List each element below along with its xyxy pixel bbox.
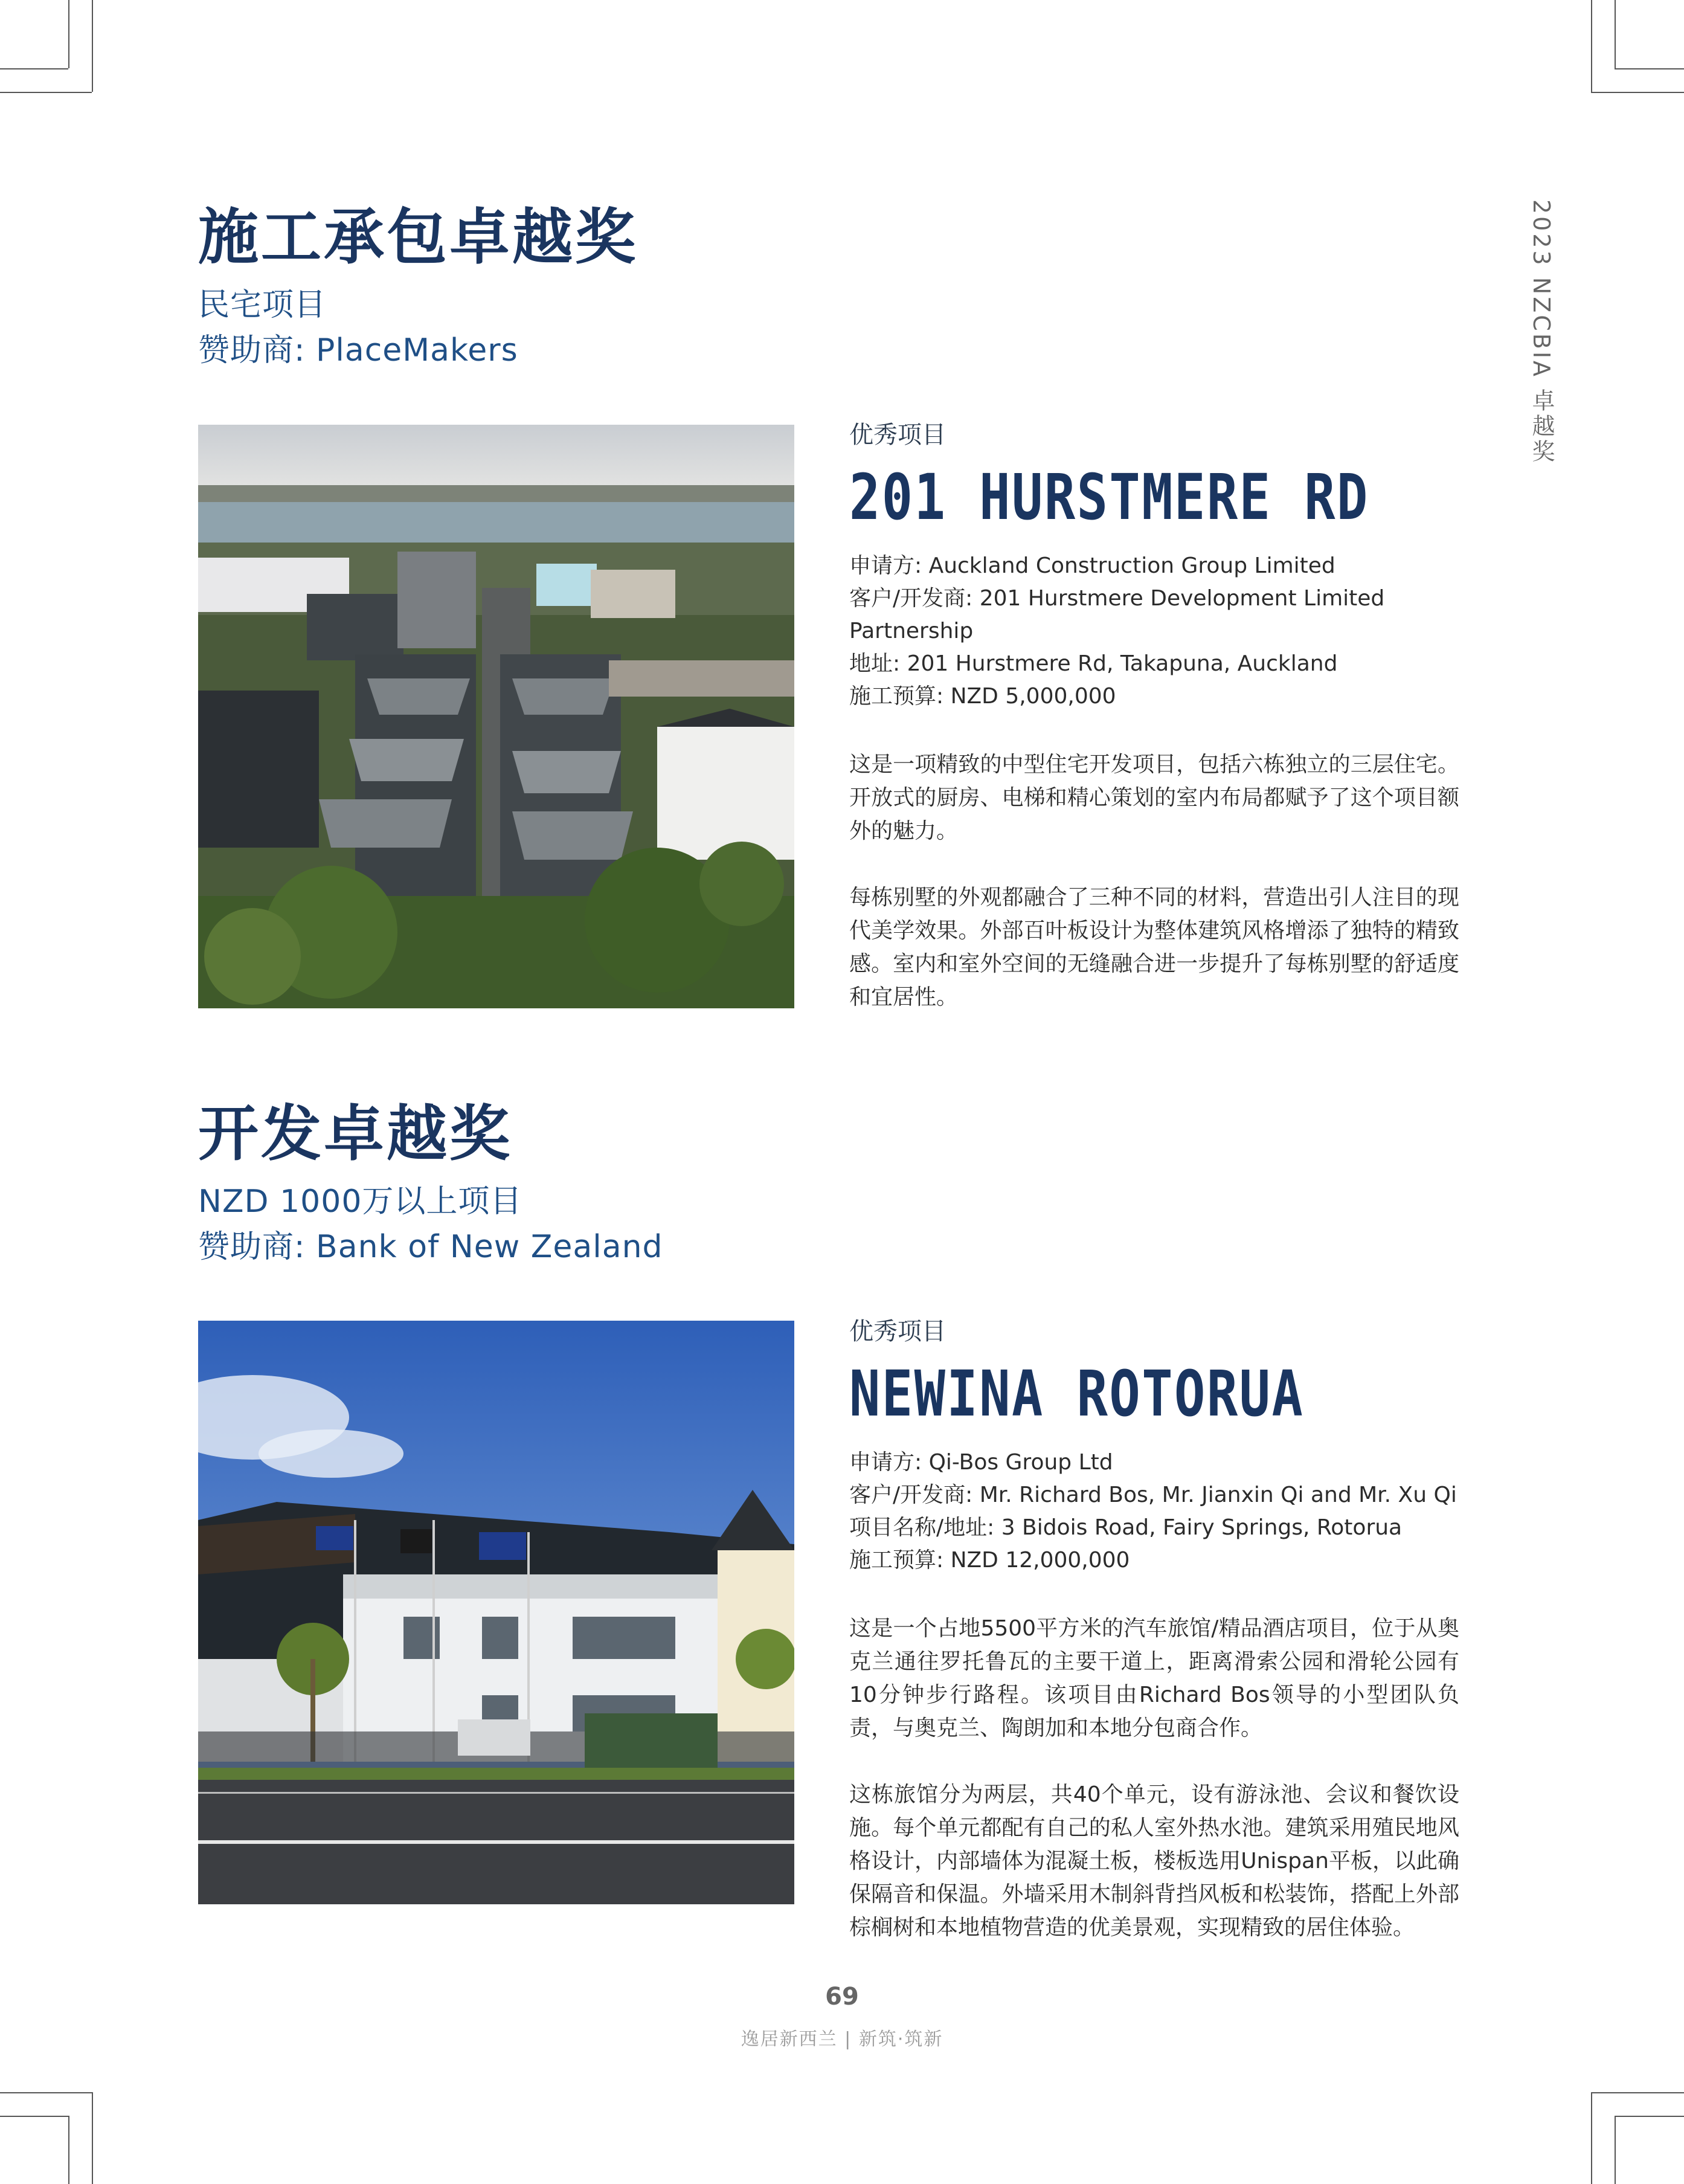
crop-mark <box>1591 92 1684 93</box>
crop-mark <box>0 2092 92 2093</box>
project-name: NEWINA ROTORUA <box>849 1357 1305 1431</box>
project-photo-aerial <box>198 425 794 1008</box>
crop-mark <box>1615 2116 1616 2184</box>
crop-mark <box>92 0 93 92</box>
section-title: 开发卓越奖 <box>198 1098 512 1169</box>
paragraph: 这是一项精致的中型住宅开发项目，包括六栋独立的三层住宅。开放式的厨房、电梯和精心策划的室内布局都赋予了这个项目额外的魅力。 <box>849 752 1459 843</box>
crop-mark <box>1591 0 1592 92</box>
crop-mark <box>1615 0 1616 68</box>
project-description <box>849 1612 1459 1944</box>
section-sponsor: 赞助商: PlaceMakers <box>198 332 518 369</box>
section-title: 施工承包卓越奖 <box>198 202 638 272</box>
page-number: 69 <box>825 1983 859 2011</box>
paragraph: 每栋别墅的外观都融合了三种不同的材料，营造出引人注目的现代美学效果。外部百叶板设计为整体建筑风格增添了独特的精致感。室内和室外空间的无缝融合进一步提升了每栋别墅的舒适度和宜居性。 <box>849 885 1459 1010</box>
crop-mark <box>1591 2092 1592 2184</box>
section-category: NZD 1000万以上项目 <box>198 1184 522 1220</box>
project-meta <box>849 550 1459 713</box>
meta-applicant: 申请方: Auckland Construction Group Limited <box>849 553 1335 578</box>
meta-budget: 施工预算: NZD 5,000,000 <box>849 684 1116 709</box>
meta-client: 客户/开发商: 201 Hurstmere Development Limited Partnership <box>849 586 1385 643</box>
crop-mark <box>68 2116 69 2184</box>
side-label: 2023 NZCBIA 卓越奖 <box>1528 199 1555 465</box>
section-category: 民宅项目 <box>198 287 327 323</box>
crop-mark <box>1615 2116 1684 2117</box>
section-sponsor: 赞助商: Bank of New Zealand <box>198 1229 663 1265</box>
meta-address: 项目名称/地址: 3 Bidois Road, Fairy Springs, Rotorua <box>849 1515 1403 1540</box>
crop-mark <box>0 2116 68 2117</box>
paragraph: 这是一个占地5500平方米的汽车旅馆/精品酒店项目，位于从奥克兰通往罗托鲁瓦的主要干道上，距离滑索公园和滑轮公园有10分钟步行路程。该项目由Richard Bos领导的小型团队负责，与奥克兰、陶朗加和本地分包商合作。 <box>849 1616 1459 1741</box>
crop-mark <box>1615 68 1684 69</box>
meta-address: 地址: 201 Hurstmere Rd, Takapuna, Auckland <box>849 651 1338 676</box>
project-photo-motel <box>198 1321 794 1904</box>
meta-client: 客户/开发商: Mr. Richard Bos, Mr. Jianxin Qi and Mr. Xu Qi <box>849 1483 1457 1507</box>
crop-mark <box>68 0 69 68</box>
crop-mark <box>1591 2092 1684 2093</box>
project-tag: 优秀项目 <box>849 421 946 449</box>
crop-mark <box>0 92 92 93</box>
project-tag: 优秀项目 <box>849 1318 946 1345</box>
paragraph: 这栋旅馆分为两层，共40个单元，设有游泳池、会议和餐饮设施。每个单元都配有自己的私人室外热水池。建筑采用殖民地风格设计，内部墙体为混凝土板，楼板选用Unispan平板，以此确保隔音和保温。外墙采用木制斜背挡风板和松装饰，搭配上外部棕榈树和本地植物营造的优美景观，实现精致的居住体验。 <box>849 1782 1459 1940</box>
meta-budget: 施工预算: NZD 12,000,000 <box>849 1548 1130 1573</box>
crop-mark <box>0 68 68 69</box>
project-block <box>849 416 1459 1014</box>
project-block <box>849 1312 1459 1944</box>
project-description <box>849 748 1459 1014</box>
footer-publication: 逸居新西兰 | 新筑·筑新 <box>741 2029 943 2050</box>
project-name: 201 HURSTMERE RD <box>849 460 1369 534</box>
project-meta <box>849 1446 1459 1577</box>
crop-mark <box>92 2092 93 2184</box>
meta-applicant: 申请方: Qi-Bos Group Ltd <box>849 1450 1113 1475</box>
